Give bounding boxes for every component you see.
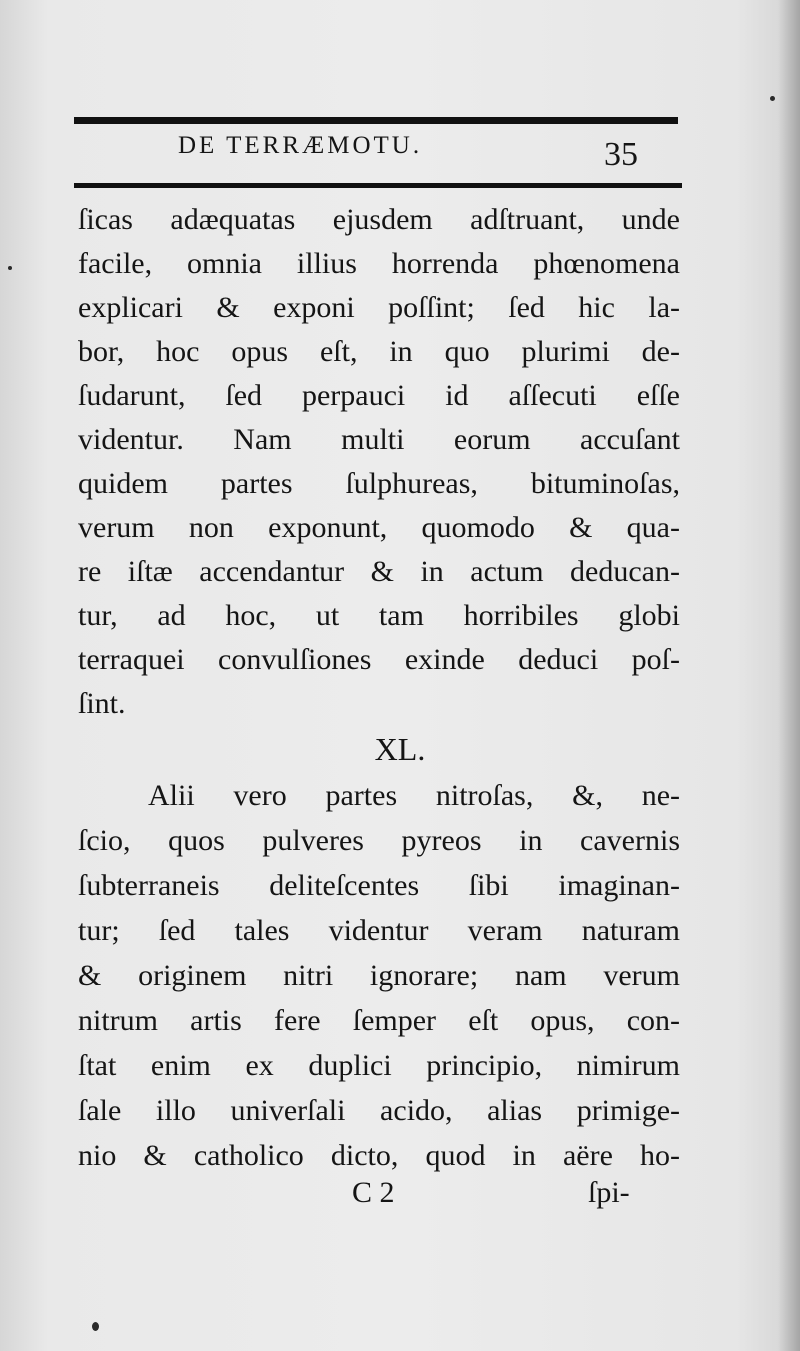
ink-speck: [770, 96, 775, 101]
text-line: quidem partes ſulphureas, bituminoſas,: [78, 467, 680, 500]
page-number: 35: [604, 136, 638, 173]
text-line: & originem nitri ignorare; nam verum: [78, 959, 680, 992]
text-line: videntur. Nam multi eorum accuſant: [78, 423, 680, 456]
signature-mark: C 2: [352, 1176, 395, 1209]
text-line: tur, ad hoc, ut tam horribiles globi: [78, 599, 680, 632]
text-line: ſcio, quos pulveres pyreos in cavernis: [78, 824, 680, 857]
running-head-title: DE TERRÆMOTU.: [178, 132, 423, 159]
text-line: Alii vero partes nitroſas, &, ne-: [148, 779, 680, 812]
text-line: ſubterraneis deliteſcentes ſibi imaginan-: [78, 869, 680, 902]
text-line: ſicas adæquatas ejusdem adſtruant, unde: [78, 203, 680, 236]
text-line: ſudarunt, ſed perpauci id aſſecuti eſſe: [78, 379, 680, 412]
text-line: re iſtæ accendantur & in actum deducan-: [78, 555, 680, 588]
text-line: explicari & exponi poſſint; ſed hic la-: [78, 291, 680, 324]
text-line: ſint.: [78, 687, 126, 720]
catchword: ſpi-: [588, 1176, 630, 1209]
ink-speck: [8, 266, 12, 270]
ink-speck: [92, 1322, 99, 1331]
text-line: bor, hoc opus eſt, in quo plurimi de-: [78, 335, 680, 368]
text-line: ſale illo univerſali acido, alias primige-: [78, 1094, 680, 1127]
text-line: facile, omnia illius horrenda phœnomena: [78, 247, 680, 280]
text-line: nitrum artis fere ſemper eſt opus, con-: [78, 1004, 680, 1037]
header-rule-bottom: [74, 183, 682, 188]
header-rule-top: [74, 117, 678, 124]
text-line: verum non exponunt, quomodo & qua-: [78, 511, 680, 544]
text-line: tur; ſed tales videntur veram naturam: [78, 914, 680, 947]
section-heading: XL.: [374, 731, 426, 767]
text-line: ſtat enim ex duplici principio, nimirum: [78, 1049, 680, 1082]
text-line: nio & catholico dicto, quod in aëre ho-: [78, 1139, 680, 1172]
text-line: terraquei convulſiones exinde deduci poſ-: [78, 643, 680, 676]
page-edge-shadow: [778, 0, 800, 1351]
